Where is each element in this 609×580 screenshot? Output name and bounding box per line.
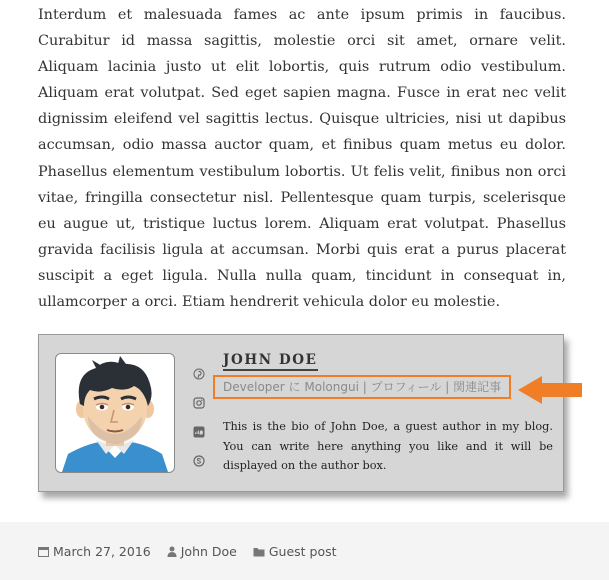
author-avatar[interactable]: [55, 353, 175, 473]
author-profile-link[interactable]: プロフィール: [370, 380, 442, 394]
author-name[interactable]: JOHN DOE: [223, 352, 318, 371]
author-meta-separator: |: [445, 380, 450, 394]
soundcloud-icon[interactable]: [193, 423, 205, 435]
annotation-arrow-icon: [516, 374, 584, 410]
skype-icon[interactable]: [193, 452, 205, 464]
author-bio: This is the bio of John Doe, a guest author in my blog. You can write here anything you like and it will be displayed on the author box.: [223, 420, 553, 472]
post-category-link[interactable]: Guest post: [268, 544, 337, 559]
post-date-link[interactable]: March 27, 2016: [53, 544, 151, 559]
byline: [167, 544, 237, 559]
category-links: [253, 544, 337, 559]
author-meta-separator: |: [362, 380, 367, 394]
author-company-link[interactable]: Molongui: [304, 380, 359, 394]
posted-on: [38, 544, 151, 559]
post-author-link[interactable]: John Doe: [180, 544, 237, 559]
entry-footer: [0, 522, 609, 580]
pinterest-icon[interactable]: [193, 365, 205, 377]
article-paragraph: Interdum et malesuada fames ac ante ipsum primis in faucibus. Curabitur id massa sagittis, molestie orci sit amet, ornare velit. Aliquam lacinia justo ut elit lobortis, quis rutrum odio vestibulum. Aliquam erat volutpat. Sed eget sapien magna. Fusce in erat nec velit dignissim eleifend vel sagittis lectus. Quisque ultricies, nisi ut dapibus accumsan, odio massa auctor quam, et finibus quam metus eu dolor. Phasellus elementum vestibulum lobortis. Ut felis velit, finibus non orci vitae, fringilla consectetur nisl. Pellentesque quam turpis, scelerisque eu augue ut, tristique luctus lorem. Aliquam erat volutpat. Phasellus gravida facilisis ligula at accumsan. Morbi quis erat a purus placerat suscipit a eget ligula. Nulla nulla quam, tincidunt in consequat in, ullamcorper a orci. Etiam hendrerit vehicula dolor eu molestie.: [38, 7, 566, 311]
author-meta-line: [213, 375, 511, 399]
entry-meta: [38, 544, 353, 559]
author-meta-particle: に: [288, 380, 301, 394]
user-icon: [167, 546, 177, 557]
author-role: Developer: [223, 380, 285, 394]
calendar-icon: [38, 546, 49, 557]
folder-icon: [253, 547, 265, 557]
social-links: [193, 365, 207, 481]
avatar-illustration: [56, 354, 174, 472]
author-box: [38, 334, 564, 492]
author-related-posts-link[interactable]: 関連記事: [453, 380, 502, 394]
instagram-icon[interactable]: [193, 394, 205, 406]
